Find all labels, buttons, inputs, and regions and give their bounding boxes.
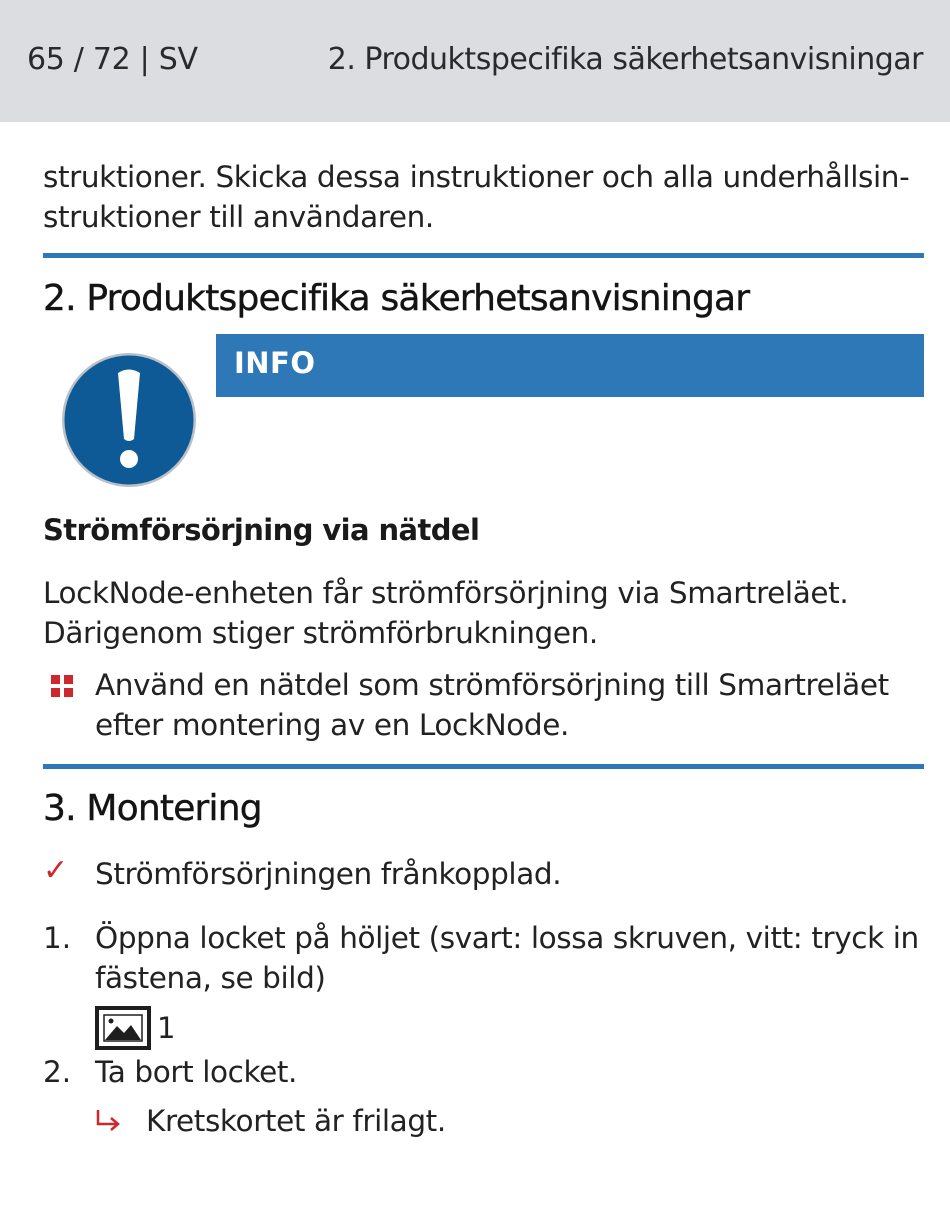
intro-line-2: struktioner till användaren. xyxy=(43,200,434,234)
paragraph-line-2: Därigenom stiger strömförbrukningen. xyxy=(43,616,598,650)
step-1-line-1: Öppna locket på höljet (svart: lossa skruven, vitt: tryck in xyxy=(95,921,919,955)
exclamation-circle-icon xyxy=(60,351,198,489)
grid-square-bullet-icon xyxy=(51,675,73,697)
step-number: 2. xyxy=(43,1055,72,1089)
info-banner xyxy=(216,334,924,397)
intro-line-1: struktioner. Skicka dessa instruktioner och alla underhållsin- xyxy=(43,160,910,194)
step-number: 1. xyxy=(43,921,72,955)
step-2-result: Kretskortet är frilagt. xyxy=(146,1104,446,1138)
image-figure-icon xyxy=(95,1006,151,1050)
section-3-heading: 3. Montering xyxy=(43,788,262,829)
step-2-text: Ta bort locket. xyxy=(95,1055,298,1089)
instruction-bullet xyxy=(95,665,925,745)
step-1-text xyxy=(95,918,925,998)
bullet-line-1: Använd en nätdel som strömförsörjning till Smartreläet xyxy=(95,668,889,702)
info-label: INFO xyxy=(234,346,316,380)
figure-reference: 1 xyxy=(157,1011,176,1045)
power-supply-paragraph xyxy=(43,573,923,653)
header-title: 2. Produktspecifika säkerhetsanvisningar xyxy=(327,42,923,77)
step-1-line-2: fästena, se bild) xyxy=(95,961,326,995)
page-header xyxy=(0,0,950,122)
section-divider xyxy=(43,253,924,258)
page-number: 65 / 72 | SV xyxy=(27,42,198,77)
paragraph-line-1: LockNode-enheten får strömförsörjning via Smartreläet. xyxy=(43,576,849,610)
result-arrow-icon xyxy=(95,1108,123,1132)
subheading-power-supply: Strömförsörjning via nätdel xyxy=(43,513,480,547)
bullet-line-2: efter montering av en LockNode. xyxy=(95,708,569,742)
intro-paragraph xyxy=(43,157,923,237)
section-divider xyxy=(43,764,924,769)
section-2-heading: 2. Produktspecifika säkerhetsanvisningar xyxy=(43,278,750,319)
check-mark-icon: ✓ xyxy=(43,853,69,888)
precondition-text: Strömförsörjningen frånkopplad. xyxy=(95,857,562,891)
